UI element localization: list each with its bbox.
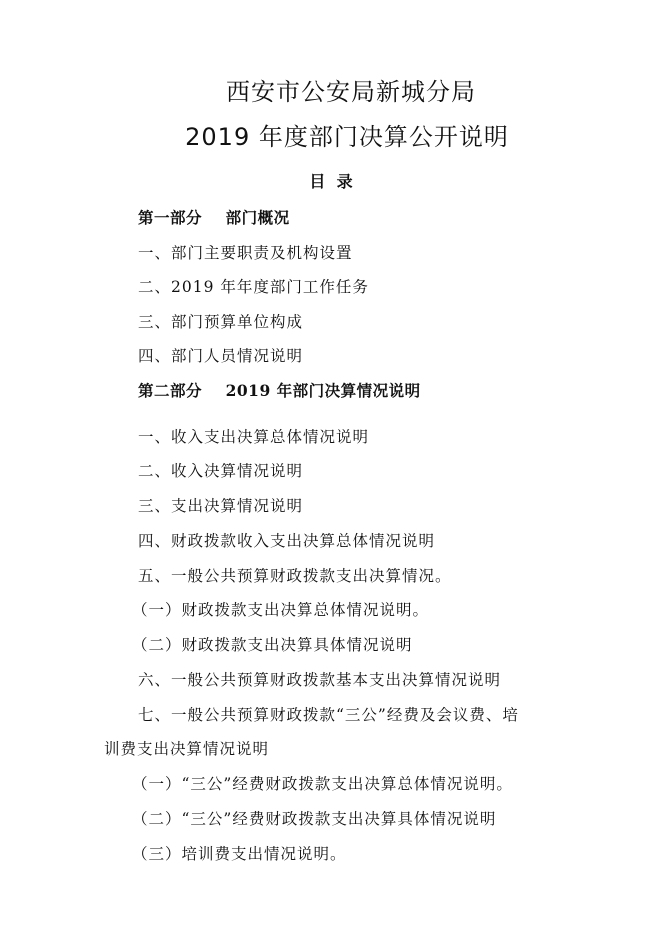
toc-subitem: （二）“三公”经费财政拨款支出决算具体情况说明: [132, 810, 497, 828]
toc-item-continuation: 训费支出决算情况说明: [104, 740, 270, 758]
toc-heading: 目 录: [309, 172, 353, 191]
toc-item: 五、一般公共预算财政拨款支出决算情况。: [138, 567, 452, 585]
toc-item: 三、支出决算情况说明: [138, 497, 304, 515]
toc-item: 二、收入决算情况说明: [138, 462, 304, 480]
toc-item: 一、部门主要职责及机构设置: [138, 244, 353, 262]
toc-item: 一、收入支出决算总体情况说明: [138, 428, 370, 446]
toc-item: 六、一般公共预算财政拨款基本支出决算情况说明: [138, 671, 502, 689]
toc-item: 二、2019 年年度部门工作任务: [138, 278, 369, 296]
document-title-line1: 西安市公安局新城分局: [226, 78, 476, 106]
toc-item: 四、部门人员情况说明: [138, 347, 304, 365]
toc-part2-heading: 第二部分 2019 年部门决算情况说明: [138, 381, 421, 400]
toc-item: 三、部门预算单位构成: [138, 313, 304, 331]
toc-item: 七、一般公共预算财政拨款“三公”经费及会议费、培: [138, 706, 519, 724]
toc-subitem: （一）财政拨款支出决算总体情况说明。: [132, 601, 430, 619]
toc-part1-heading: 第一部分 部门概况: [138, 208, 290, 227]
document-title-line2: 2019 年度部门决算公开说明: [185, 123, 509, 151]
toc-subitem: （二）财政拨款支出决算具体情况说明: [132, 636, 413, 654]
toc-item: 四、财政拨款收入支出决算总体情况说明: [138, 532, 436, 550]
toc-subitem: （三）培训费支出情况说明。: [132, 845, 347, 863]
toc-subitem: （一）“三公”经费财政拨款支出决算总体情况说明。: [132, 775, 513, 793]
